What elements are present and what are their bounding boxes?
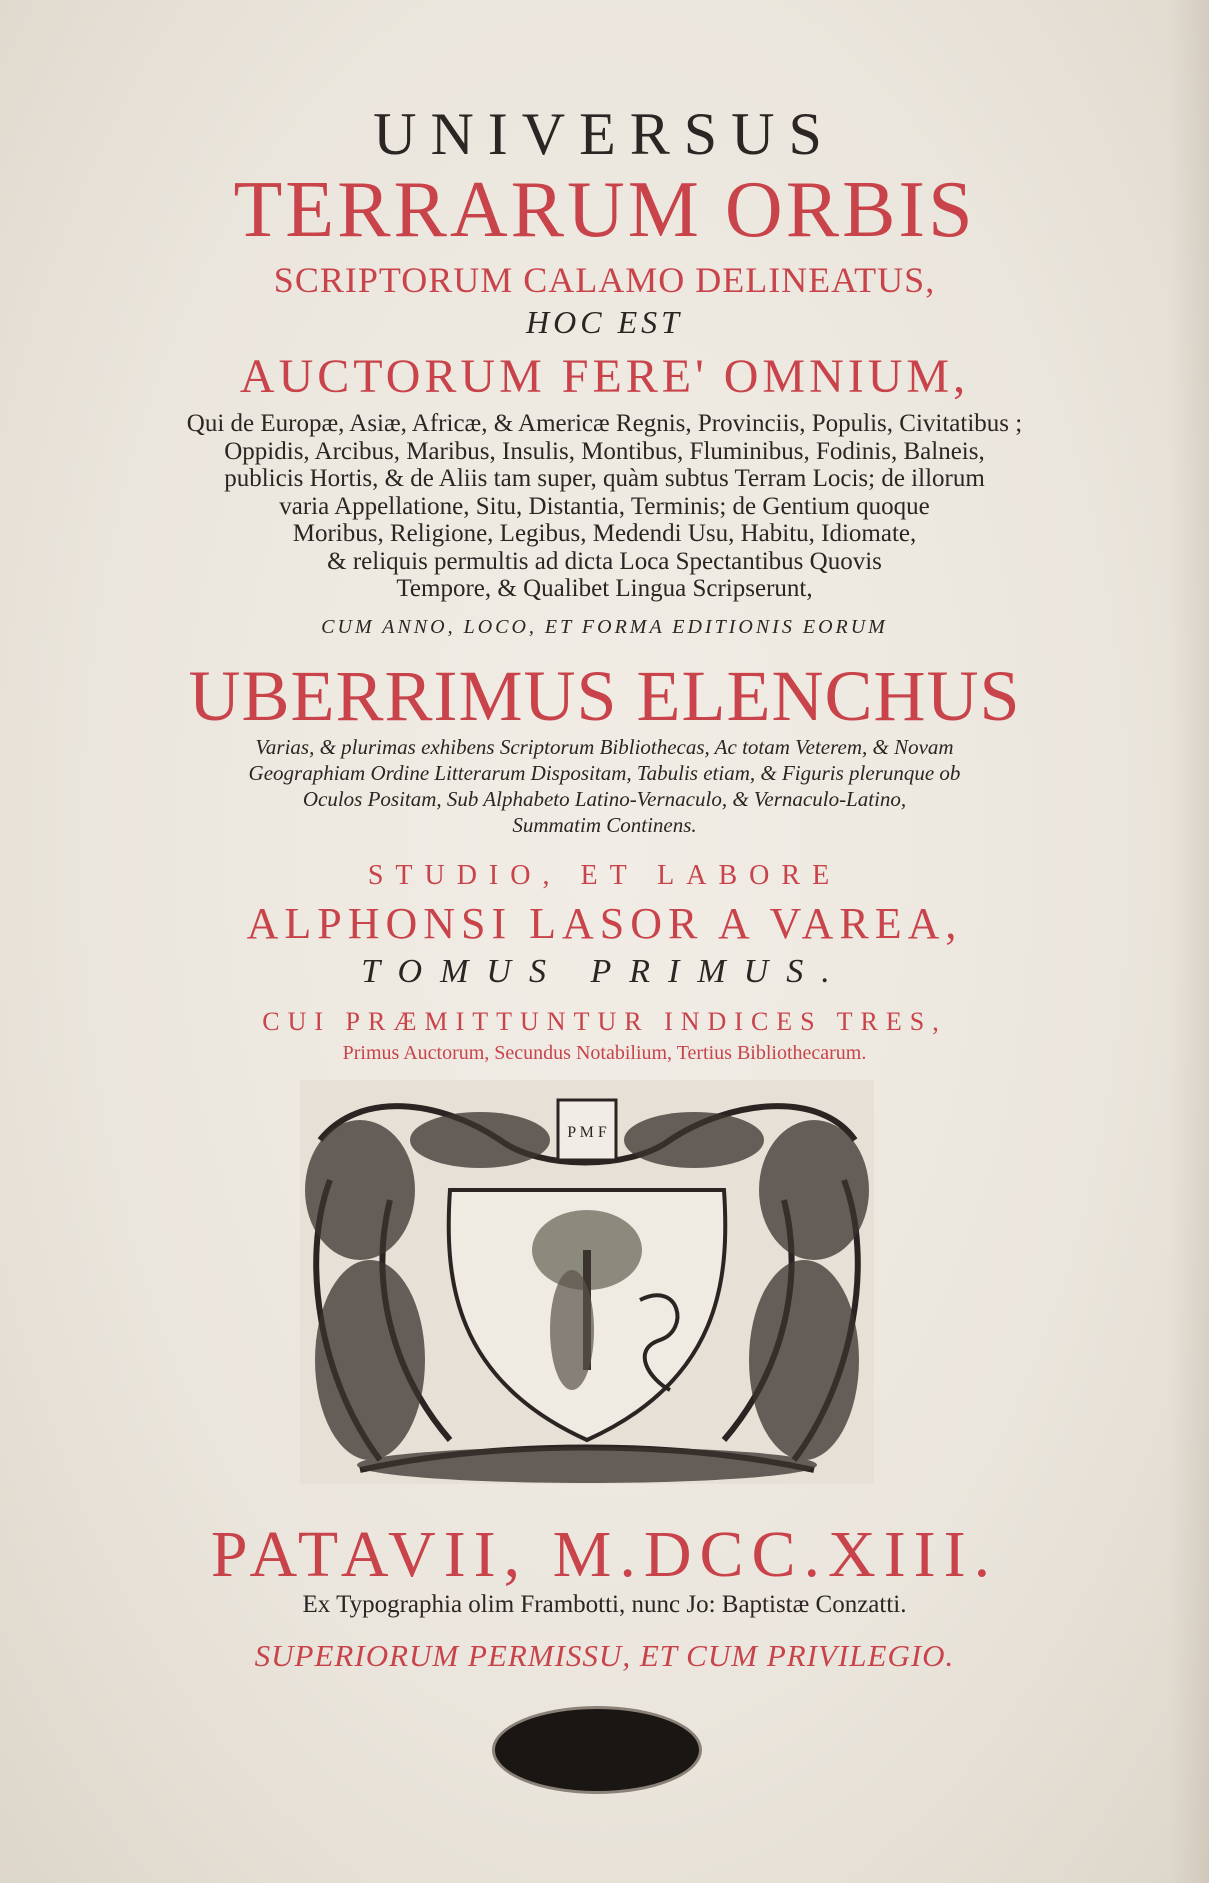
title-scriptorum: SCRIPTORUM CALAMO DELINEATUS, [273,260,936,300]
indices-line: CUI PRÆMITTUNTUR INDICES TRES, [262,1007,947,1036]
description-line: & reliquis permultis ad dicta Loca Spectantibus Quovis [327,547,882,575]
description-line: Qui de Europæ, Asiæ, Africæ, & Americæ Regnis, Provinciis, Populis, Civitatibus ; [186,410,1023,437]
indices-list: Primus Auctorum, Secundus Notabilium, Tertius Bibliothecarum. [342,1042,867,1064]
italic-line: Summatim Continens. [512,813,697,837]
title-universus: UNIVERSUS [373,101,836,167]
description-line: Oppidis, Arcibus, Maribus, Insulis, Montibus, Fluminibus, Fodinis, Balneis, [224,437,985,465]
tomus-primus: TOMUS PRIMUS. [361,953,848,990]
italic-description [0,734,1209,838]
cum-anno-line: CUM ANNO, LOCO, ET FORMA EDITIONIS EORUM [321,616,888,638]
author-name: ALPHONSI LASOR A VAREA, [246,899,963,948]
imprint-privilege: SUPERIORUM PERMISSU, ET CUM PRIVILEGIO. [254,1638,955,1673]
imprint-place-date: PATAVII, M.DCC.XIII. [210,1518,999,1591]
imprint-printer: Ex Typographia olim Frambotti, nunc Jo: Baptistæ Conzatti. [302,1591,907,1618]
description-line: varia Appellatione, Situ, Distantia, Terminis; de Gentium quoque [279,492,930,520]
uberrimus-elenchus: UBERRIMUS ELENCHUS [188,656,1021,736]
italic-line: Oculos Positam, Sub Alphabeto Latino-Vernaculo, & Vernaculo-Latino, [302,787,907,811]
printer-mark-monogram: P M F [567,1124,607,1141]
printer-device-woodcut [300,1080,874,1484]
title-hoc-est: HOC EST [526,304,683,340]
title-auctorum: AUCTORUM FERE' OMNIUM, [239,350,970,403]
description-line: Moribus, Religione, Legibus, Medendi Usu, Habitu, Idiomate, [292,520,917,547]
title-terrarum-orbis: TERRARUM ORBIS [233,166,976,254]
description-line: publicis Hortis, & de Aliis tam super, quàm subtus Terram Locis; de illorum [224,465,985,492]
italic-line: Geographiam Ordine Litterarum Dispositam, Tabulis etiam, & Figuris plerunque ob [248,761,961,785]
description-paragraph [0,410,1209,603]
italic-line: Varias, & plurimas exhibens Scriptorum Bibliothecas, Ac totam Veterem, & Novam [255,735,954,759]
description-line: Tempore, & Qualibet Lingua Scripserunt, [396,575,813,602]
studio-et-labore: STUDIO, ET LABORE [367,860,842,891]
library-stamp-oval [492,1706,702,1794]
